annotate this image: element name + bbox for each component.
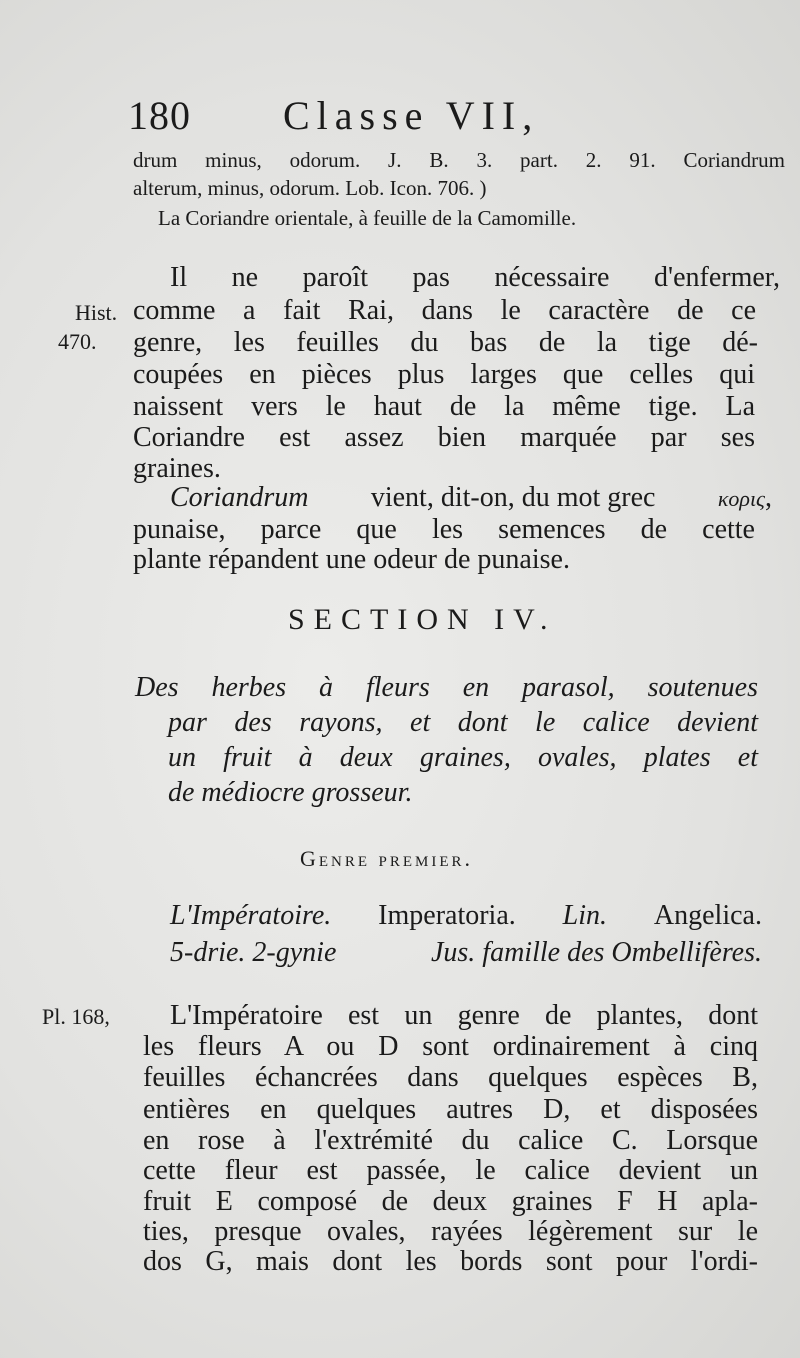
genre-class-part2: Jus. famille des Ombellifères. <box>430 937 762 968</box>
section-heading: SECTION IV. <box>288 603 557 636</box>
p1-line-1: Il ne paroît pas nécessaire d'enfermer, <box>170 262 780 293</box>
p3-line-1: L'Impératoire est un genre de plantes, dont <box>170 1000 758 1031</box>
p3-line-9: dos G, mais dont les bords sont pour l'ordi- <box>143 1246 758 1277</box>
genre-alt-name: Angelica. <box>653 900 762 931</box>
p1-line-5: naissent vers le haut de la même tige. La <box>133 391 755 422</box>
p2-line-1 <box>170 482 772 515</box>
p1-line-3: genre, les feuilles du bas de la tige dé- <box>133 327 758 358</box>
genre-fr-name: L'Impératoire. <box>170 900 332 931</box>
margin-hist-number: 470. <box>58 329 97 354</box>
running-title: Classe VII, <box>283 93 540 138</box>
margin-plate: Pl. 168, <box>42 1004 110 1029</box>
p1-line-2: comme a fait Rai, dans le caractère de ce <box>133 295 756 326</box>
intro-line-2: alterum, minus, odorum. Lob. Icon. 706. ) <box>133 176 487 200</box>
page-number: 180 <box>128 93 191 138</box>
p3-line-5: en rose à l'extrémité du calice C. Lorsque <box>143 1125 758 1156</box>
margin-hist: Hist. <box>75 300 118 325</box>
genre-class-line <box>170 937 762 969</box>
p1-line-7: graines. <box>133 453 221 484</box>
section-desc-line-1: Des herbes à fleurs en parasol, soutenues <box>135 672 758 703</box>
section-desc-line-4: de médiocre grosseur. <box>168 777 413 808</box>
intro-line-3: La Coriandre orientale, à feuille de la Camomille. <box>158 206 577 230</box>
p2-lead-italic: Coriandrum <box>170 482 309 513</box>
p3-line-6: cette fleur est passée, le calice devient un <box>143 1155 758 1186</box>
intro-line-1: drum minus, odorum. J. B. 3. part. 2. 91. Coriandrum <box>133 148 785 172</box>
p2-line-3: plante répandent une odeur de punaise. <box>133 544 570 575</box>
p2-line-2: punaise, parce que les semences de cette <box>133 514 755 545</box>
genre-lin: Lin. <box>562 900 608 931</box>
p3-line-4: entières en quelques autres D, et disposées <box>143 1094 758 1125</box>
genre-class-part1: 5-drie. 2-gynie <box>170 937 337 968</box>
p3-line-7: fruit E composé de deux graines F H apla- <box>143 1186 758 1217</box>
p3-line-8: ties, presque ovales, rayées légèrement sur le <box>143 1216 758 1247</box>
p1-line-6: Coriandre est assez bien marquée par ses <box>133 422 755 453</box>
p3-line-3: feuilles échancrées dans quelques espèces B, <box>143 1062 758 1093</box>
p3-line-2: les fleurs A ou D sont ordinairement à cinq <box>143 1031 758 1062</box>
p2-greek <box>718 482 772 515</box>
genre-name-line <box>170 900 762 932</box>
p2-lead-rest: vient, dit-on, du mot grec <box>370 482 656 513</box>
p2-greek-word: κορις <box>717 486 765 511</box>
genre-lat-name: Imperatoria. <box>378 900 516 931</box>
section-desc-line-3: un fruit à deux graines, ovales, plates et <box>168 742 758 773</box>
section-desc-line-2: par des rayons, et dont le calice devient <box>168 707 758 738</box>
p2-lead-end: , <box>765 482 772 513</box>
p1-line-4: coupées en pièces plus larges que celles qui <box>133 359 755 390</box>
genre-heading: Genre premier. <box>300 846 474 871</box>
